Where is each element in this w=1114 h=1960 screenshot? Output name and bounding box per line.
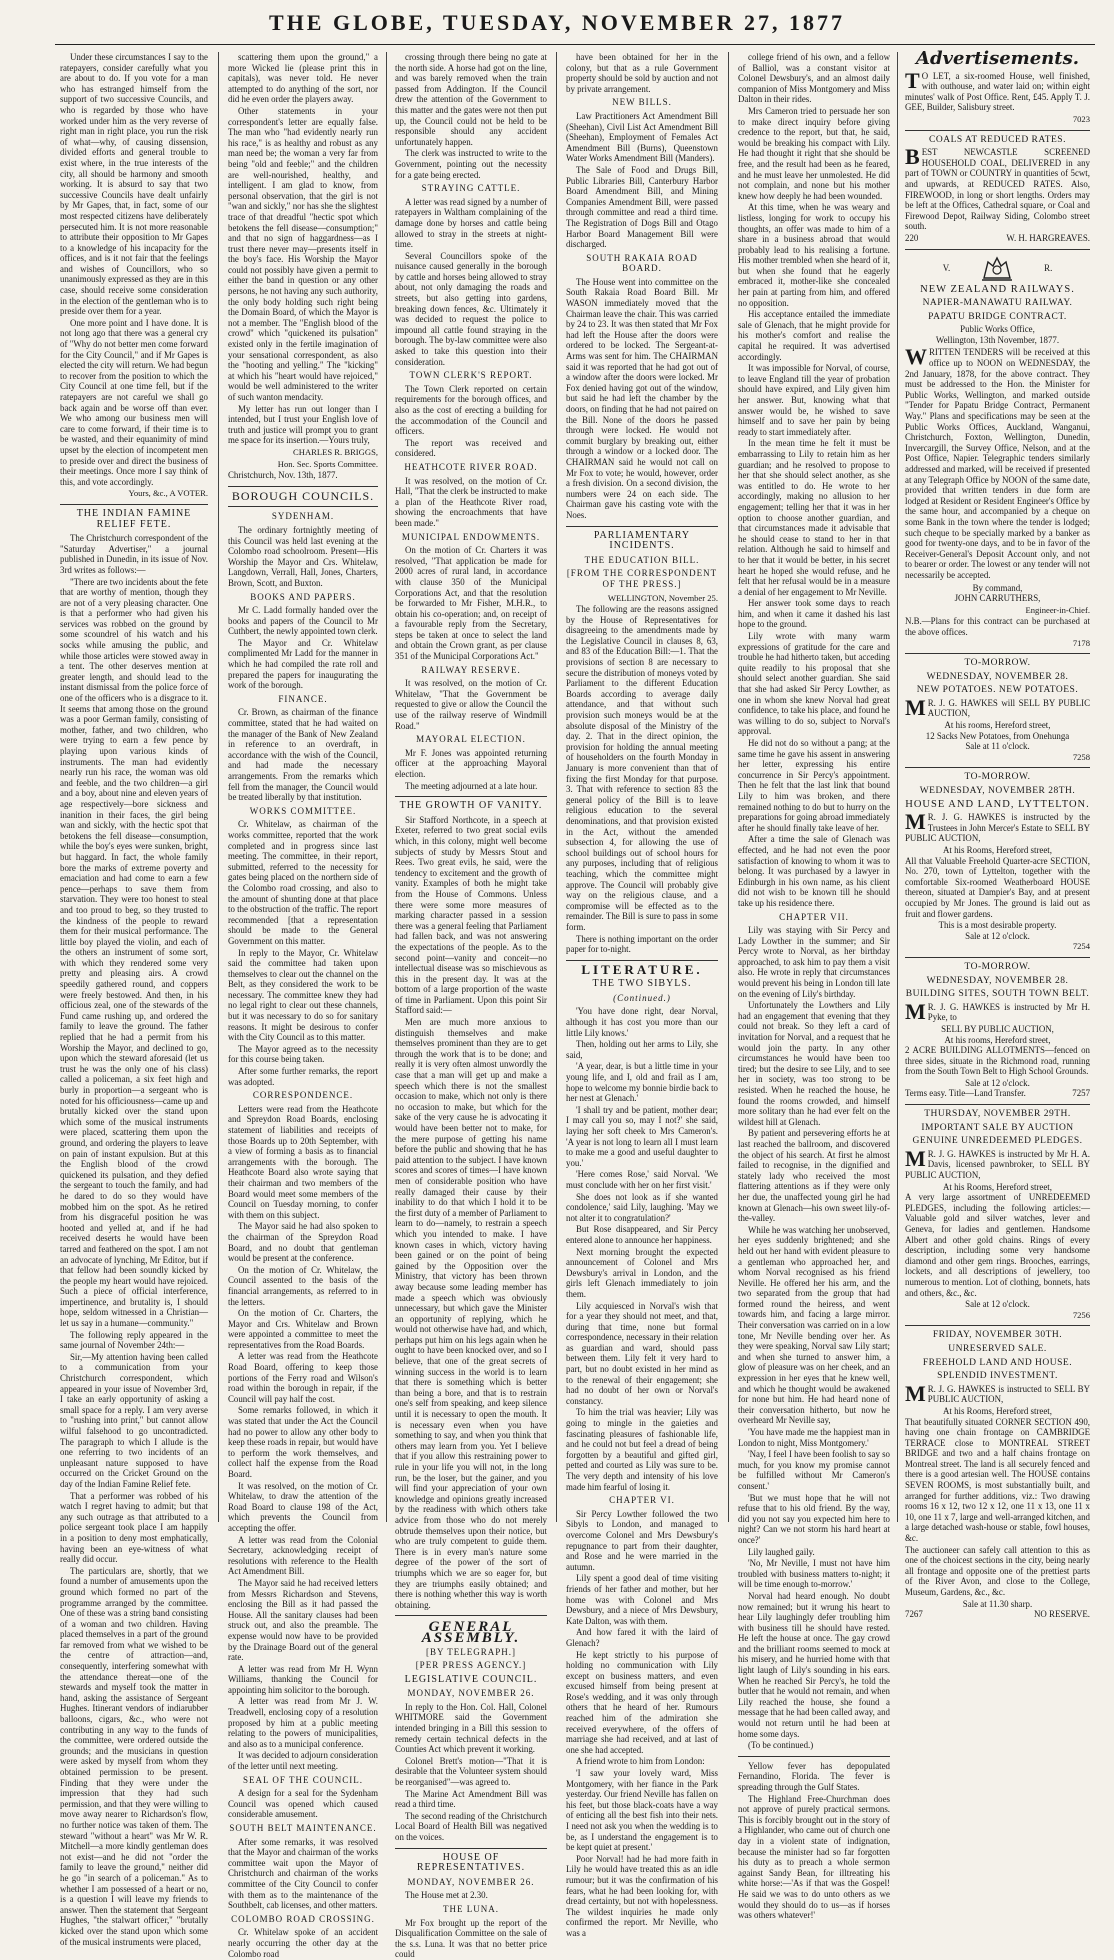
paragraph: He did not do so without a pang; at the same time he gave his assent in answering her letter, expressing his entire concurrence in Sir Percy's appointment. Then he felt that the last link that bound Lily to him was broken, and there remained nothing to do but to hurry on the preparations for going abroad immediately after he should finally take leave of her. bbox=[738, 738, 890, 833]
dropcap: M bbox=[905, 998, 926, 1024]
paragraph: scattering them upon the ground," a more Wicked lie (please print this in capitals), was never told. He never attempted to do anything of the sort, nor did he even order the players away. bbox=[228, 52, 378, 105]
dropcap: W bbox=[905, 344, 927, 370]
ad-heading: IMPORTANT SALE BY AUCTION bbox=[921, 1122, 1074, 1133]
ad-pledges bbox=[905, 1145, 1090, 1321]
subheading: THE EDUCATION BILL. bbox=[584, 554, 700, 565]
ad-subheading: NAPIER-MANAWATU RAILWAY. bbox=[922, 298, 1073, 309]
paragraph: Men are much more anxious to distinguish themselves and make themselves prominent than they are to get through the work that is to be done; and really it is very often almost unwordly the case that a man will get up and make a speech which there is not the smallest occasion to make, which not only is there no occasion to make, but which for the sake of the very cause he is advocating it would have been better not to make, for the mere purpose of getting his name before the public and showing that he has paid attention to the subject. I have known scores and scores of times—I have known men of considerable position who have really damaged their cause by their inability to do that which I hold it to be the first duty of a member of Parliament to learn to do—namely, to restrain a speech which you intended to make. I have known cases in which, victory having been gained or on the point of being gained by the Opposition over the Ministry, that victory has been thrown away because some leading member has made a speech which was obviously unnecessary, but which gave the Minister an opportunity of replying, which he would not otherwise have had, and which, perhaps put him on his legs again when he ought to have been knocked over, and so I believe, that one of the great secrets of winning success in the world is to learn that there is something which is better than being a bore, and that is to restrain one's self from speaking, and keep silence until it is necessary to open the mouth. It is necessary even when you have something to say, and when you think that others may learn from you. Yet I believe that if you allow this restraining power to rule in your life you will not, in the long run, be the loser, but the gainer, and you will find your appreciation of your own knowledge and opinions greatly increased by the readiness with which others take advice from those who do not merely obtrude themselves upon their notice, but who are truly competent to guide them. There is in every man's nature some degree of the power of the sort of triumphs which we are so eager for, but they are triumphs easily obtained; and there is nothing whether this way is worth obtaining. bbox=[395, 1017, 547, 1610]
ad-text: R. J. G. HAWKES is instructed by the Trustees in John Mercer's Estate to SELL BY PUBLIC AUCTION, bbox=[905, 812, 1090, 844]
ad-note: N.B.—Plans for this contract can be purchased at the above offices. bbox=[905, 616, 1090, 637]
ad-to-let bbox=[905, 67, 1090, 125]
paragraph: While he was watching her unobserved, her eyes suddenly brightened; and she held out her hand with evident pleasure to a gentleman who approached her, and whom Norval recognised as his friend Neville. He offered her his arm, and the two separated from the group that had formed round the heiress, and went towards him, and facing a large mirror. Their conversation was carried on in a low tone, Mr Neville bending over her. As they were speaking, Norval saw Lily start; and when she turned to answer him, a glow of pleasure was on her cheek, and an expression in her eyes that he knew well, and which he thought would be awakened for none but him. He had heard none of their conversation hitherto, but now he overheard Mr Neville say, bbox=[738, 1224, 890, 1426]
paragraph: It was resolved, on the motion of Cr. Whitelaw, "That the Government be requested to give or allow the Council the use of the railway reserve of Windmill Road." bbox=[395, 678, 547, 731]
section-rule bbox=[566, 960, 718, 961]
ad-text: All that Valuable Freehold Quarter-acre SECTION, No. 270, town of Lyttelton, together with the comfortable Six-roomed Weatherboard HOUSE thereon, situated at Dampier's Bay, and at present occupied by Mr Jones. The ground is laid out as fruit and flower gardens. bbox=[905, 855, 1090, 919]
ad-footer bbox=[905, 1088, 1090, 1099]
section-rule bbox=[905, 653, 1090, 654]
paragraph: 'You have made me the happiest man in London to night, Miss Montgomery.' bbox=[738, 1427, 890, 1448]
subheading: SOUTH RAKAIA ROAD BOARD. bbox=[586, 252, 698, 274]
paragraph: It was resolved, on the motion of Cr. Whitelaw, to draw the attention of the Road Board to clause 198 of the Act, which prevents the Council from accepting the offer. bbox=[228, 1480, 378, 1533]
paragraph: Colonel Brett's motion—"That it is desirable that the Volunteer system should be reorganised"—was agreed to. bbox=[395, 1755, 547, 1788]
ad-number: 7258 bbox=[1072, 751, 1090, 762]
paragraph: After some remarks, it was resolved that the Mayor and chairman of the works committee wait upon the Mayor of Christchurch and chairman of the works committee of the City Council to confer with them as to the maintenance of the Southbelt, cab licenses, and other matters. bbox=[228, 1836, 378, 1911]
ad-date: WEDNESDAY, NOVEMBER 28. bbox=[926, 975, 1069, 986]
ad-heading: FREEHOLD LAND AND HOUSE. bbox=[922, 1357, 1073, 1368]
subheading: [PER PRESS AGENCY.] bbox=[415, 1660, 527, 1671]
paragraph: Then, holding out her arms to Lily, she said, bbox=[566, 1039, 718, 1060]
date-line: MONDAY, NOVEMBER 26. bbox=[407, 1688, 535, 1699]
paragraph: Lily was staying with Sir Percy and Lady Lowther in the summer; and Sir Percy wrote to Norval, as her birthday approached, to ask him to pay them a visit also. He wrote in reply that circumstances would prevent his being in London till late on the evening of Lily's birthday. bbox=[738, 925, 890, 999]
ad-heading: TO-MORROW. bbox=[964, 961, 1031, 972]
chapter-heading: CHAPTER VII. bbox=[779, 911, 849, 922]
subheading: COLOMBO ROAD CROSSING. bbox=[231, 1913, 375, 1924]
section-rule bbox=[395, 1615, 547, 1616]
ad-line: This is a most desirable property. bbox=[938, 920, 1057, 931]
ad-no-reserve: NO RESERVE. bbox=[1034, 1609, 1090, 1620]
crest-letter-v: V. bbox=[942, 263, 951, 274]
ad-heading: TO-MORROW. bbox=[964, 658, 1031, 669]
section-rule bbox=[60, 504, 208, 505]
paragraph: 'Nay, I feel I have been foolish to say so much, for you know my promise cannot be fulfilled without Mr Cameron's consent.' bbox=[738, 1449, 890, 1491]
paragraph: It was impossible for Norval, of course, to leave England till the year of probation should have expired, and Lily given him her answer. But, knowing what that answer would be, he wished to save himself and to save her pain by being ready to start immediately after. bbox=[738, 363, 890, 437]
paragraph: The Town Clerk reported on certain requirements for the borough offices, and also as the cost of erecting a building for the accommodation of the Council and officers. bbox=[395, 383, 547, 437]
ad-office: Public Works Office, bbox=[960, 324, 1035, 335]
paragraph: His acceptance entailed the immediate sale of Glenach, that he might provide for his mother's comfort and realise the capital he required. It was advertised accordingly. bbox=[738, 309, 890, 362]
crest-letter-r: R. bbox=[1044, 263, 1053, 274]
paragraph: A letter was read from Mr J. W. Treadwell, enclosing copy of a resolution proposed by him at a public meeting relating to the powers of municipalities, and also as to a municipal conference. bbox=[228, 1696, 378, 1749]
section-rule bbox=[395, 1848, 547, 1849]
section-rule bbox=[395, 796, 547, 797]
paragraph: A letter was read from the Colonial Secretary, acknowledging receipt of resolutions with reference to the Health Act Amendment Bill. bbox=[228, 1534, 378, 1577]
coat-of-arms-icon bbox=[980, 256, 1014, 282]
ad-footer bbox=[905, 233, 1090, 244]
paragraph: have been obtained for her in the colony, but that as a rule Government property should be sold by auction and not by private arrangement. bbox=[566, 52, 718, 94]
subheading: MAYORAL ELECTION. bbox=[416, 734, 526, 745]
paragraph: But Rose disappeared, and Sir Percy entered alone to announce her happiness. bbox=[566, 1224, 718, 1245]
ad-subheading: PAPATU BRIDGE CONTRACT. bbox=[928, 311, 1067, 322]
ad-text: R. J. G. HAWKES is instructed to SELL BY PUBLIC AUCTION, bbox=[927, 1383, 1090, 1405]
signature-name: CHARLES R. BRIGGS, bbox=[293, 446, 378, 457]
subheading: STRAYING CATTLE. bbox=[421, 183, 521, 194]
ad-line: At his Rooms, Hereford street, bbox=[943, 845, 1052, 855]
paragraph: (To be continued.) bbox=[748, 1740, 814, 1751]
paragraph: Mrs Cameron tried to persuade her son to make direct inquiry before giving credence to the report, but that, he said, would be breaking his compact with Lily. He had thought it right that she should be free, and the result had been as he feared, and he must leave her unmolested. He did not complain, and none but his mother knew how deeply he had been wounded. bbox=[738, 105, 890, 201]
paragraph: 'A year, dear, is but a little time in your young life, and I, old and frail as I am, hope to welcome my bonnie birdie back to her nest at Glenach.' bbox=[566, 1061, 718, 1104]
ad-text: The auctioneer can safely call attention to this as one of the choicest sections in the city, being nearly all frontage and opposite one of the prettiest parts of the River Avon, and close to the College, Museum, Gardens, &c., &c. bbox=[905, 1544, 1090, 1597]
paragraph: In the mean time he felt it must be embarrassing to Lily to retain him as her guardian; and he resolved to propose to her that she should select another, as she was entitled to do. He wrote to her accordingly, making no allusion to her engagement; telling her that it was in her option to choose another guardian, and that circumstances made it advisable that he should cease to stand to her in that relation. Although he said to himself and to her that it would be better, in his secret heart he hoped she would refuse, and he felt that her refusal would be in a measure a denial of her engagement to Mr Neville. bbox=[738, 438, 890, 597]
subheading: SEAL OF THE COUNCIL. bbox=[242, 1774, 363, 1785]
story-title: THE TWO SIBYLS. bbox=[592, 978, 692, 990]
ad-potatoes bbox=[905, 694, 1090, 763]
ad-signature: W. H. HARGREAVES. bbox=[1006, 232, 1090, 243]
ad-date: Wellington, 13th November, 1877. bbox=[935, 334, 1060, 345]
column-divider bbox=[218, 52, 219, 1522]
continued-note: (Continued.) bbox=[613, 992, 671, 1003]
ad-number: 7257 bbox=[1072, 1088, 1090, 1099]
paragraph: In reply to the Mayor, Cr. Whitelaw said the committee had taken upon themselves to clear out the channel on the Belt, as they considered the work to be necessary. The committee knew they had no legal right to clear out these channels, but it was necessary to do so for sanitary reasons. It might be desirous to confer with the City Council as to this matter. bbox=[228, 947, 378, 1043]
ad-line: Sale at 12 o'clock. bbox=[965, 1077, 1030, 1088]
section-rule bbox=[228, 486, 378, 487]
ad-heading: TO-MORROW. bbox=[964, 772, 1031, 783]
ad-text: EST NEWCASTLE SCREENED HOUSEHOLD COAL, DELIVERED in any part of TOWN or COUNTRY in quantities of 5cwt, and upwards, at REDUCED RATES. Also, FIREWOOD, in long or short lengths. Orders may be left at the Offices, Cathedral square, or Coal and Firewood Depot, Railway Siding, Colombo street south. bbox=[905, 147, 1090, 232]
paragraph: The Marine Act Amendment Bill was read a third time. bbox=[395, 1788, 547, 1810]
paragraph: 'You have done right, dear Norval, although it has cost you more than our little Lily knows.' bbox=[566, 1006, 718, 1038]
paragraph: Her answer took some days to reach him, and when it came it dashed his last hope to the ground. bbox=[738, 598, 890, 630]
ad-number: 7023 bbox=[1072, 113, 1090, 124]
section-heading: LITERATURE. bbox=[581, 961, 703, 977]
paragraph: The second reading of the Christchurch Local Board of Health Bill was negatived on the voices. bbox=[395, 1810, 547, 1842]
subheading: WORKS COMMITTEE. bbox=[249, 805, 357, 816]
ad-line: By command, bbox=[972, 582, 1023, 593]
ad-date: FRIDAY, NOVEMBER 30TH. bbox=[932, 1330, 1063, 1341]
paragraph: The Mayor and Cr. Whitelaw complimented Mr Ladd for the manner in which he had compiled the rate roll and prepared the papers for inaugurating the work of the borough. bbox=[228, 637, 378, 691]
paragraph: In reply to the Hon. Col. Hall, Colonel WHITMORE said the Government intended bringing in a Bill this session to remedy certain technical defects in the Counties Act which prevent it working. bbox=[395, 1701, 547, 1755]
ad-terms: Terms easy. Title—Land Transfer. bbox=[905, 1088, 1026, 1099]
column-divider bbox=[386, 52, 387, 1522]
paragraph: Mr F. Jones was appointed returning officer at the approaching Mayoral election. bbox=[395, 747, 547, 779]
section-heading: GENERAL ASSEMBLY. bbox=[421, 1619, 521, 1646]
dropcap: M bbox=[905, 694, 926, 720]
ad-text: RITTEN TENDERS will be received at this office up to NOON on WEDNESDAY, the 2nd January, 1878, for the above contract. They must be addressed to the Hon. the Minister for Public Works, Wellington, and marked outside "Tender for Papatu Bridge Contract, Permanent Way." Plans and specifications may be seen at the Public Works Offices, Auckland, Wanganui, Christchurch, Foxton, Wellington, Dunedin, Invercargill, the Survey Office, Nelson, and at the Post Office, Napier. Telegraphic tenders similarly addressed and marked, will be received if presented at any Telegraph Office by NOON of the same date, provided that written tenders in due form are lodged at Resident or Resident Engineer's Office by the same hour, and accompanied by a cheque on some Bank in the town where the tender is lodged; such cheque to be specially marked by a banker as good for twenty-one days, and to be in favor of the Receiver-General's Deposit Account only, and not to bearer or order. The lowest or any tender will not necessarily be accepted. bbox=[905, 347, 1090, 580]
ad-text: R. J. G. HAWKES is instructed by Mr H. Pyke, to bbox=[927, 1001, 1090, 1023]
subheading: CORRESPONDENCE. bbox=[252, 1090, 354, 1101]
paragraph: Poor Norval! had he had more faith in Lily he would have treated this as an idle rumour; but it was the confirmation of his fears, what he had been looking for, with dread certainty, but not with hopelessness. The wildest inquiries he made only confirmed the report. Mr Neville, who was a bbox=[566, 1853, 718, 1938]
byline: [FROM THE CORRESPONDENT OF THE PRESS.] bbox=[566, 568, 718, 589]
section-rule bbox=[905, 249, 1090, 250]
advertisements-title: Advertisements. bbox=[916, 48, 1079, 69]
section-rule bbox=[905, 1325, 1090, 1326]
paragraph: A letter was read from the Heathcote Road Board, offering to keep those portions of the Ferry road and Wilson's road within the borough in repair, if the Council will pay half the cost. bbox=[228, 1351, 378, 1404]
column-1 bbox=[60, 52, 208, 1947]
paragraph: The Mayor said he had also spoken to the chairman of the Spreydon Road Board, and no doubt that gentleman would be present at the conference. bbox=[228, 1221, 378, 1264]
ad-line: 12 Sacks New Potatoes, from Onehunga bbox=[925, 730, 1070, 741]
paragraph: A letter was read signed by a number of ratepayers in Waltham complaining of the damage done by horses and cattle being allowed to stray in the streets at night-time. bbox=[395, 196, 547, 250]
section-rule bbox=[905, 1104, 1090, 1105]
section-heading: THE GROWTH OF VANITY. bbox=[399, 800, 543, 812]
dropcap: M bbox=[905, 1145, 926, 1171]
paragraph: On the motion of Cr. Charters, the Mayor and Crs. Whitelaw and Brown were appointed a committee to meet the representatives from the Road Boards. bbox=[228, 1308, 378, 1350]
dateline: WELLINGTON, November 25. bbox=[607, 592, 718, 603]
ad-line: Sale at 11 o'clock. bbox=[965, 741, 1030, 752]
paragraph: The Mayor agreed as to the necessity for this course being taken. bbox=[228, 1043, 378, 1065]
ad-text: O LET, a six-roomed House, well finished, with outhouse, and water laid on; within eight minutes' walk of Post Office. Rent, £45. Apply T. J. GEE, Builder, Salisbury street. bbox=[905, 70, 1090, 113]
voter-letter bbox=[60, 52, 208, 499]
paragraph: Lily laughed gaily. bbox=[748, 1546, 815, 1557]
paragraph: "There are two incidents about the fete that are worthy of mention, though they are not of a very pleasing character. One is that a performer who had given his services was robbed on the ground by some scoundrel of his watch and his socks while amusing the public, and while those articles were stowed away in a tent. The other deserves mention at greater length, and should lead to the instant dismissal from the police force of one of the officers who is a disgrace to it. It seems that among those on the ground was a poor German family, consisting of mother, father, and two children, who were trying to earn a few pence by playing upon various kinds of instruments. The man had evidently nearly run his race, the woman was old and feeble, and the two children—a girl and a boy, about nine and eleven years of age respectively—bore sickness and inanition in their faces, the girl being wan and sickly, with the hectic spot that betokens the fell disease—consumption, while the boy's eyes were sunken, bright, but haggard. In fact, the whole family bore the marks of extreme poverty and emaciation and had come to earn a few pence—perhaps to save them from starvation. They were too honest to steal and too proud to beg, so they trusted to the kindness of the people to reward them for their musical performance. The little boy played the violin, and each of the others an instrument of some sort, with which they rendered some very pretty and pleasing airs. A crowd speedily gathered round, and coppers were freely bestowed. And then, in his officious zeal, one of the stewards of the Fund came rushing up, and ordered the family to leave the ground. The father replied that he had a permit from his Worship the Mayor, and declined to go, upon which the steward aforesaid (let us trust he was the only one of his class) called a policeman, a six feet high and burly in proportion—a sergeant who is noted for his officiousness—came up and brutally kicked over the stand upon which some of the musical instruments were placed, scattering them upon the ground, and ordering the players to leave on pain of instant expulsion. But at this the English blood of the crowd quickened its pulsation, and they defied the sergeant to touch the family, and had he dared to do so they would have mobbed him on the spot. As he retired from his disgraceful position he was hooted and yelled at, and if he had received deserts he would have been tarred and feathered on the spot. I am not an advocate of lynching, Mr Editor, but if that fellow had been soundly kicked by the people my heart would have rejoiced. Such a piece of official interference, impertinence, and brutality is, I should hope, seldom witnessed in a Christian—let us say in a humane—community." bbox=[60, 576, 208, 1329]
paragraph: The following are the reasons assigned by the House of Representatives for disagreeing to the amendments made by the Legislative Council in clauses 8, 63, and 83 of the Education Bill:—1. That the provisions of section 8 are necessary to secure the distribution of moneys voted by Parliament to the different Education Boards according to average daily attendance, and that without such provision such moneys would be at the absolute disposal of the Ministry of the day. 2. That in the direct opinion, the provision for holding the annual meeting of householders on the fourth Monday in January is more convenient than that of fixing the first Monday for that purpose. 3. That with reference to section 83 the general policy of the Bill is to leave religious education to the several denominations, and that provision existed in the Act, without the amended subsection 4, for allowing the use of school buildings out of school hours for any purposes, including that of religious teaching, which the committee might approve. The Council will probably give way on the religious clause, and a compromise will be effected as to the remainder. The Bill is sure to pass in some form. bbox=[566, 604, 718, 932]
signature-date: Christchurch, Nov. 13th, 1877. bbox=[228, 470, 338, 481]
ad-heading: HOUSE AND LAND, LYTTELTON. bbox=[905, 798, 1090, 810]
column-6-advertisements bbox=[905, 48, 1090, 1620]
paragraph: 'Here comes Rose,' said Norval. 'We must conclude with her on her first visit.' bbox=[566, 1169, 718, 1190]
paragraph: The House met at 2.30. bbox=[405, 1890, 488, 1901]
paragraph: The ordinary fortnightly meeting of this Council was held last evening at the Colombo road schoolroom. Present—His Worship the Mayor and Crs. Whitelaw, Langdown, Verrall, Hall, Jones, Charters, Brown, Scott, and Buxton. bbox=[228, 524, 378, 588]
paragraph: It was resolved, on the motion of Cr. Hall, "That the clerk be instructed to make a plan of the Heathcote River road, showing the encroachments that have been made." bbox=[395, 475, 547, 528]
section-rule bbox=[738, 1756, 890, 1757]
paragraph: Sir Stafford Northcote, in a speech at Exeter, referred to two great social evils which, in this colony, might well become subjects of study by Messrs Stout and Rees. Two great evils, he said, were the tendency to excitement and the growth of vanity. Examples of both he might take from the House of Commons. Unless there were some more measures of marking character passed in a session there was a general feeling that Parliament had fallen back, and was not answering the expectations of the people. As to the second point—vanity and conceit—no intellectual disease was so mischievous as this in the present day. It was at the bottom of a large proportion of the waste of time in Parliament. Upon this point Sir Stafford said:— bbox=[395, 814, 547, 1016]
ad-footer bbox=[905, 1609, 1090, 1620]
masthead-title: THE GLOBE, TUESDAY, NOVEMBER 27, 1877 bbox=[269, 10, 845, 35]
paragraph: The Highland Free-Churchman does not approve of purely practical sermons. This is forcibly brought out in the story of a Highlander, who came out of church one day in a violent state of indignation, because the minister had so far forgotten his duty as to preach a whole sermon against Sandy Bean, for illtreating his white horse:—'As if that was the Gospel! He said we was to do unto others as we would they should do to us—as if horses was others whatever!' bbox=[738, 1793, 890, 1921]
paragraph: After some further remarks, the report was adopted. bbox=[228, 1066, 378, 1087]
section-heading: LEGISLATIVE COUNCIL. bbox=[404, 1673, 538, 1685]
signature-name: A VOTER. bbox=[169, 488, 208, 499]
subheading: HEATHCOTE RIVER ROAD. bbox=[404, 461, 538, 472]
ad-line: Sale at 12 o'clock. bbox=[965, 930, 1030, 941]
ad-coal bbox=[905, 144, 1090, 243]
paragraph: Letters were read from the Heathcote and Spreydon Road Boards, enclosing statement of liabilities and receipts of those Boards up to 20th September, with a view of forming a basis as to financial arrangements with the borough. The Heathcote Board also wrote saying that their chairman and two members of the Board would meet some members of the Council on Tuesday morning, to confer with them on this subject. bbox=[228, 1103, 378, 1220]
paragraph: The Mayor said he had received letters from Messrs Richardson and Stevens, enclosing the Bill as it had passed the House. All the sanitary clauses had been struck out, and also the preamble. The expense would now have to be provided by the Drainage Board out of the general rate. bbox=[228, 1577, 378, 1663]
paragraph: Some remarks followed, in which it was stated that under the Act the Council had no power to allow any other body to keep these roads in repair, but would have to perform the work themselves, and collect half the expense from the Road Board. bbox=[228, 1405, 378, 1479]
paragraph: Mr C. Ladd formally handed over the books and papers of the Council to Mr Cuthbert, the newly appointed town clerk. bbox=[228, 605, 378, 637]
ad-line: At his rooms, Hereford street, bbox=[944, 1034, 1051, 1045]
ad-text: R. J. G. HAWKES will SELL BY PUBLIC AUCTION, bbox=[927, 697, 1090, 719]
section-heading: THE INDIAN FAMINE RELIEF FETE. bbox=[76, 507, 192, 530]
paragraph: Sir,—My attention having been called to a communication from your Christchurch correspondent, which appeared in your issue of November 3rd, I take an early opportunity of asking a small space for a reply. I am very averse to "rushing into print," but cannot allow wilful falsehood to go uncontradicted. The paragraph to which I allude is the one referring to two incidents of an unpleasant nature supposed to have occurred on the Cricket Ground on the day of the Indian Famine Relief fete. bbox=[60, 1351, 208, 1489]
ad-heading: NEW ZEALAND RAILWAYS. bbox=[920, 283, 1075, 295]
paragraph: She does not look as if she wanted condolence,' said Lily, laughing. 'May we not alter it to congratulation?' bbox=[566, 1191, 718, 1223]
ad-number: 7256 bbox=[1072, 1309, 1090, 1320]
section-rule bbox=[905, 130, 1090, 131]
paragraph: A design for a seal for the Sydenham Council was opened which caused considerable amusement. bbox=[228, 1788, 378, 1820]
masthead-rule bbox=[55, 44, 1095, 45]
subheading: BOOKS AND PAPERS. bbox=[250, 591, 356, 602]
paragraph: crossing through there being no gate at the north side. A horse had got on the line, and was barely removed when the train passed from Addington. If the Council drew the attention of the Government to this matter and the gates were not then put up, the Council could not be held to be responsible should any accident unfortunately happen. bbox=[395, 52, 547, 147]
ad-date: THURSDAY, NOVEMBER 29TH. bbox=[924, 1109, 1071, 1120]
paragraph: The Christchurch correspondent of the "Saturday Advertiser," a journal published in Dunedin, in its issue of Nov. 3rd writes as follows:— bbox=[60, 533, 208, 575]
ad-number: 220 bbox=[905, 232, 919, 243]
paragraph: Mr Fox brought up the report of the Disqualification Committee on the sale of the s.s. Luna. It was that no better price could bbox=[395, 1917, 547, 1960]
section-rule bbox=[905, 767, 1090, 768]
column-divider bbox=[728, 52, 729, 1522]
subheading: RAILWAY RESERVE. bbox=[421, 664, 521, 675]
section-heading: HOUSE OF REPRESENTATIVES. bbox=[416, 1851, 526, 1874]
section-heading: PARLIAMENTARY INCIDENTS. bbox=[593, 529, 691, 552]
ad-tender bbox=[905, 344, 1090, 580]
paragraph: By patient and persevering efforts he at last reached the ballroom, and discovered the object of his search. At first he almost failed to recognise, in the dignified and stately lady who received the most flattering attentions as if they were only her due, the unaffected young girl he had known at Glenach—his own sweet lily-of-the-valley. bbox=[738, 1128, 890, 1224]
paragraph: 'I saw your lovely ward, Miss Montgomery, with her fiance in the Park yesterday. Our friend Neville has fallen on his feet, but those black-coats have a way of enticing all the best fish into their nets. I need not ask you when the wedding is to be, as I understand the engagement is to be kept quiet at present.' bbox=[566, 1768, 718, 1853]
paragraph: The House went into committee on the South Rakaia Road Board Bill. Mr WASON immediately moved that the Chairman leave the chair. This was carried by 24 to 23. It was then stated that Mr Fox had left the House after the doors were ordered to be locked. The Sergeant-at-Arms was sent for him. The CHAIRMAN said it was reported that he had got out of a window after the doors were locked. Mr Fox denied having got out of the window, but said he had left the chamber by the doors, on finding that he had not paired on the Bill. None of the doors he passed through were locked. He would not commit burglary by breaking out, either through a window or a locked door. The CHAIRMAN said he would not call on Mr Fox to vote; he would, however, order a fresh division. On a second division, the numbers were 24 on each side. The Chairman gave his casting vote with the Noes. bbox=[566, 276, 718, 520]
subheading: NEW BILLS. bbox=[612, 97, 672, 108]
section-rule bbox=[228, 506, 378, 507]
ad-signature: JOHN CARRUTHERS, bbox=[954, 593, 1041, 604]
paragraph: The clerk was instructed to write to the Government, pointing out the necessity for a gate being erected. bbox=[395, 148, 547, 180]
paragraph: Other statements in your correspondent's letter are equally false. The man who "had evidently nearly run his race," is as healthy and robust as any man need be; the woman a very far from being "old and feeble;" and the children are well-nourished, healthy, and intelligent. I am glad to know, from personal observation, that the girl is not "wan and sickly," nor has she the slightest trace of that dreadful "hectic spot which betokens the fell disease—consumption;" and that no sign of haggardness—as I trust there never may—presents itself in the boy's face. His Worship the Mayor could not possibly have given a permit to either the band in question or any other persons, he not having any such authority, the only body holding such right being the Domain Board, of which the Mayor is not a member. The "English blood of the crowd" which "quickened its pulsation" existed only in the fertile imagination of your sensational correspondent, as also the "hooting and yelling." The "kicking" at which his "heart would have rejoiced," would be well administered to the writer of such wanton mendacity. bbox=[228, 105, 378, 402]
paragraph: The following reply appeared in the same journal of November 24th:— bbox=[60, 1329, 208, 1351]
dropcap: M bbox=[905, 1380, 926, 1406]
ad-heading: UNRESERVED SALE. bbox=[948, 1343, 1047, 1354]
section-rule bbox=[905, 957, 1090, 958]
ad-heading: COALS AT REDUCED RATES. bbox=[929, 134, 1066, 145]
ad-number: 7254 bbox=[1072, 941, 1090, 952]
masthead bbox=[0, 0, 1114, 44]
paragraph: One more point and I have done. It is not long ago that there was a general cry of "Why do not better men come forward for the City Council," and if Mr Gapes is elected the city will return. We had begun to recover from the position to which the City Council at one time fell, but if the ratepayers are not careful we shall go back again and be worse off than ever. We who among our business men will care to come forward, if their time is to be wasted, and their equanimity of mind upset by the election of incompetent men to preside over and direct the business of their meetings. Once more I say think of this, and vote accordingly. bbox=[60, 317, 208, 487]
column-5 bbox=[738, 52, 890, 1921]
royal-crest bbox=[905, 256, 1090, 282]
dropcap: M bbox=[905, 809, 926, 835]
paragraph: Under these circumstances I say to the ratepayers, consider carefully what you are about to do. If you vote for a man who has estranged himself from the support of two successive Councils, and who is regarded by those who have worked under him as the very reverse of right man in right place, you run the risk of what—why, of causing dissension, divided efforts and general trouble to exist where, in the true interests of the city, all should be harmony and smooth working. It is absurd to say that two successive Councils have dealt unfairly by Mr Gapes, that, in fact, some of our most respected citizens have deliberately persecuted him. It is not more reasonable to attribute their opposition to Mr Gapes to a knowledge of his incapacity for the offices, and is it not fair that the feelings and wishes of Councillors, who so unanimously expressed as they are in this case, should receive some consideration in the election of the gentleman who is to preside over them for a year. bbox=[60, 52, 208, 317]
paragraph: A letter was read from Mr H. Wynn Williams, thanking the Council for appointing him solicitor to the borough. bbox=[228, 1663, 378, 1695]
ad-line: At his Rooms, Hereford street, bbox=[943, 1405, 1052, 1416]
column-4 bbox=[566, 52, 718, 1938]
ad-line: Sale at 11.30 sharp. bbox=[962, 1598, 1033, 1609]
ad-text: That beautifully situated CORNER SECTION 490, having one chain frontage on CAMBRIDGE TERRACE close to MONTREAL STREET BRIDGE and two and a half chains frontage on Montreal street. The land is all securely fenced and there is a good artesian well. The HOUSE contains SEVEN ROOMS, is most substantially built, and arranged for further additions, viz.: Two drawing rooms 16 x 12, two 12 x 12, one 11 x 13, one 11 x 10, one 11 x 7, large and well-arranged kitchen, and a large detached wash-house or stable, fowl houses, &c. bbox=[905, 1416, 1090, 1544]
paragraph: 'I shall try and be patient, mother dear; I may call you so, may I not?' she said, laying her soft cheek to Mrs Cameron's. 'A year is not long to learn all I must learn to make me a good and useful daughter to you.' bbox=[566, 1104, 718, 1168]
subheading: SOUTH BELT MAINTENANCE. bbox=[229, 1823, 377, 1833]
paragraph: A friend wrote to him from London: bbox=[576, 1756, 705, 1767]
paragraph: 'No, Mr Neville, I must not have him troubled with business matters to-night; it will be time enough to-morrow.' bbox=[738, 1558, 890, 1590]
paragraph: Cr. Brown, as chairman of the finance committee, stated that he had waited on the manager of the Bank of New Zealand in reference to an overdraft, in accordance with the wish of the Council, and had made the necessary arrangements. From the remarks which fell from the manager, the Council would be treated liberally by that institution. bbox=[228, 707, 378, 803]
paragraph: college friend of his own, and a fellow of Balliol, was a constant visitor at Colonel Dewsbury's, and an almost daily companion of Miss Montgomery and Miss Dalton in their rides. bbox=[738, 52, 890, 105]
subheading: FINANCE. bbox=[278, 693, 328, 704]
ad-line: SELL BY PUBLIC AUCTION, bbox=[941, 1023, 1054, 1034]
ad-house-lyttelton bbox=[905, 809, 1090, 952]
ad-number: 7178 bbox=[1072, 637, 1090, 648]
ad-line: Sale at 12 o'clock. bbox=[965, 1299, 1030, 1310]
paragraph: Unfortunately the Lowthers and Lily had an engagement that evening that they could not break. So they left a card of invitation for Norval, and a request that he would join the party. In any other circumstances he would have been too tired; but the desire to see Lily, and to see her in society, was too strong to be resisted. When he reached the house, he found the rooms crowded, and himself more solitary than he had ever felt on the wildest hill at Glenach. bbox=[738, 1000, 890, 1127]
subheading: SYDENHAM. bbox=[271, 511, 335, 522]
ad-line: At his Rooms, Hereford street, bbox=[943, 1181, 1052, 1192]
paragraph: Law Practitioners Act Amendment Bill (Sheehan), Civil List Act Amendment Bill (Sheehan), Employment of Females Act Amendment Bill (Burns), Queenstown Water Works Amendment Bill (Manders). bbox=[566, 110, 718, 164]
column-divider bbox=[897, 52, 898, 1522]
section-rule bbox=[566, 526, 718, 527]
ad-signature-title: Engineer-in-Chief. bbox=[1025, 604, 1090, 615]
paragraph: Cr. Whitelaw, as chairman of the works committee, reported that the work completed and in progress since last meeting. The committee, in their report, submitted, referred to the necessity for gates being placed on the northern side of the Colombo road crossing, and also to the amount of shunting done at that place to the obstruction of the traffic. The report recommended [that a representation should be made to the General Government on this matter. bbox=[228, 819, 379, 946]
signature-greeting: Yours, &c., bbox=[128, 488, 168, 499]
paragraph: He kept strictly to his purpose of holding no communication with Lily except on business matters, and even excused himself from being present at Rose's wedding, and it was only through others that he heard of her. Rumours reached him of the admiration she received everywhere, of the offers of marriage she had received, and at last of one she had accepted. bbox=[566, 1649, 718, 1755]
subheading: [BY TELEGRAPH.] bbox=[426, 1646, 516, 1657]
paragraph: To him the trial was heavier; Lily was going to mingle in the gaieties and fascinating pleasures of fashionable life, and he could not but feel a dread of being forgotten by a beautiful and gifted girl, petted and courted as Lily was sure to be. The very depth and intensity of his love made him fearful of losing it. bbox=[566, 1407, 718, 1492]
paragraph: The Sale of Food and Drugs Bill, Public Libraries Bill, Canterbury Harbor Board Amendment Bill, and Mining Companies Amendment Bill, were passed through committee and read a third time. The Registration of Dogs Bill and Otago Harbor Board Management Bill were discharged. bbox=[566, 164, 718, 250]
paragraph: There is nothing important on the order paper for to-night. bbox=[566, 933, 718, 955]
paragraph: On the motion of Cr. Whitelaw, the Council assented to the basis of the financial arrangements, as referred to in the letters. bbox=[228, 1264, 378, 1307]
paragraph: After a time the sale of Glenach was effected, and he had not even the poor satisfaction of knowing to whom it was to belong. It was purchased by a lawyer in Edinburgh in his own name, as his client did not wish to be known till he should take up his residence there. bbox=[738, 834, 890, 908]
column-2 bbox=[228, 52, 379, 1959]
subheading: TOWN CLERK'S REPORT. bbox=[409, 370, 533, 381]
paragraph: 'But we must hope that he will not refuse that to his old friend. By the way, did you not say you expected him here to night? Can we not storm his hard heart at once?' bbox=[738, 1492, 890, 1545]
paragraph: The particulars are, shortly, that we found a number of amusements upon the ground which formed no part of the programme arranged by the committee. One of these was a string band consisting of a woman and two children. Having placed themselves in a part of the ground far removed from what we wished to be the centre of attraction—and, consequently, interfering somewhat with the attendance thereat—one of the stewards and myself took the matter in hand, asking the assistance of Sergeant Hughes. Itinerant vendors of indiarubber balloons, cigars, &c., who were not contributing in any way to the funds of the committee, were ordered outside the grounds; and the musicians in question were asked by myself from whom they obtained permission to be present. Finding that they were under the impression that they had such permission, and that they were willing to move away nearer to Richardson's flow, no further notice was taken of them. The steward "without a heart" was Mr W. R. Mitchell—a more kindly gentleman does not exist—and he did not "order the family to leave the ground," neither did he go "in search of a policeman." As to whether I am possessed of a heart or no, is a question I will leave my friends to answer. Then the statement that Sergeant Hughes, "the stalwart officer," "brutally kicked over the stand upon which some of the musical instruments were placed, bbox=[60, 1565, 208, 1947]
dropcap: T bbox=[905, 67, 920, 93]
paragraph: Sir Percy Lowther followed the two Sibyls to London, and managed to overcome Colonel and Mrs Dewsbury's repugnance to part from their daughter, and Rose and he were married in the autumn. bbox=[566, 1508, 718, 1572]
paragraph: That a performer was robbed of his watch I regret having to admit; but that any such outrage as that attributed to a police sergeant took place I am happily in a position to deny most emphatically, having been an eye-witness of what really did occur. bbox=[60, 1490, 208, 1565]
ad-number: 7267 bbox=[905, 1609, 923, 1620]
ad-text: A very large assortment of UNREDEEMED PLEDGES, including the following articles:—Valuable gold and silver watches, lever and Geneva, for ladies and gentlemen. Handsome Albert and other gold chains. Rings of every description, including some very handsome diamond and other gem rings. Brooches, earrings, lockets, and all descriptions of jewellery, too numerous to mention. Lot of clothing, bonnets, hats and others, &c., &c. bbox=[905, 1192, 1090, 1298]
paragraph: Lily acquiesced in Norval's wish that for a year they should not meet, and that, during that time, none but formal correspondence, necessary in their relation as guardian and ward, should pass between them. Lily felt it very hard to part, but no doubt existed in her mind as to the renewal of their engagement; she had no doubt of her own or Norval's constancy. bbox=[566, 1300, 718, 1406]
ad-date: WEDNESDAY, NOVEMBER 28TH. bbox=[919, 786, 1076, 797]
ad-date: WEDNESDAY, NOVEMBER 28. bbox=[926, 671, 1069, 682]
ad-heading: NEW POTATOES. NEW POTATOES. bbox=[916, 685, 1079, 696]
paragraph: Next morning brought the expected announcement of Colonel and Mrs Dewsbury's arrival in London, and the girls left Glenach immediately to join them. bbox=[566, 1246, 718, 1299]
paragraph: Lily wrote with many warm expressions of gratitude for the care and trouble he had hitherto taken, but acceding quite readily to his proposal that she should select another guardian. She said that she had asked Sir Percy Lowther, as one in whom she knew Norval had great confidence, to take his place, and found he was willing to do so, subject to Norval's approval. bbox=[738, 631, 890, 737]
paragraph: Norval had heard enough. No doubt now remained; but it wrung his heart to hear Lily laughingly defer troubling him with business till he should have rested. He left the house at once. The gay crowd and the brilliant rooms seemed to mock at his misery, and he hurried home with that light laugh of Lily's sounding in his ears. When he reached Sir Percy's, he told the butler that he would not remain, and when Lily reached the house, she found a message that he had been called away, and would not return until he had been at home some days. bbox=[738, 1590, 890, 1739]
paragraph: It was decided to adjourn consideration of the letter until next meeting. bbox=[228, 1750, 378, 1772]
paragraph: The report was received and considered. bbox=[395, 437, 547, 459]
section-heading: BOROUGH COUNCILS. bbox=[231, 488, 375, 503]
date-line: MONDAY, NOVEMBER 26. bbox=[407, 1876, 535, 1887]
column-divider bbox=[556, 52, 557, 1522]
paragraph: Several Councillors spoke of the nuisance caused generally in the borough by cattle and horses being allowed to stray about, not only damaging the roads and streets, but also getting into gardens, breaking down fences, &c. Ultimately it was decided to request the police to impound all cattle found straying in the borough. The by-law committee were also asked to take this question into their consideration. bbox=[395, 250, 547, 367]
paragraph: Lily spent a good deal of time visiting friends of her father and mother, but her home was with Colonel and Mrs Dewsbury, and a niece of Mrs Dewsbury, Kate Dalton, was with them. bbox=[566, 1573, 718, 1626]
signature-title: Hon. Sec. Sports Committee. bbox=[277, 458, 378, 469]
ad-text: R. J. G. HAWKES is instructed by Mr H. A. Davis, licensed pawnbroker, to SELL BY PUBLIC AUCTION, bbox=[905, 1148, 1090, 1181]
paragraph: On the motion of Cr. Charters it was resolved, "That application be made for 2000 acres of rural land, in accordance with clause 350 of the Municipal Corporations Act, and that the resolution be forwarded to Mr Fisher, M.H.R., to obtain his co-operation; and, on receipt of a favourable reply from the Secretary, steps be taken at once to select the land and obtain the Crown grant, as per clause 351 of the Municipal Corporations Act." bbox=[395, 545, 547, 662]
ad-investment bbox=[905, 1380, 1090, 1620]
ad-building-sites bbox=[905, 998, 1090, 1099]
ad-heading: SPLENDID INVESTMENT. bbox=[937, 1371, 1058, 1382]
ad-line: At his rooms, Hereford street, bbox=[944, 720, 1051, 731]
paragraph: Yellow fever has depopulated Fernandino, Florida. The fever is spreading through the Gulf States. bbox=[738, 1760, 890, 1792]
chapter-heading: CHAPTER VI. bbox=[609, 1495, 675, 1506]
dropcap: B bbox=[905, 144, 920, 170]
paragraph: The meeting adjourned at a late hour. bbox=[405, 780, 538, 791]
paragraph: And how fared it with the laird of Glenach? bbox=[566, 1627, 718, 1648]
paragraph: Cr. Whitelaw spoke of an accident nearly occurring the other day at the Colombo road bbox=[228, 1927, 378, 1959]
subheading: MUNICIPAL ENDOWMENTS. bbox=[401, 531, 541, 542]
ad-heading: GENUINE UNREDEEMED PLEDGES. bbox=[912, 1136, 1083, 1147]
signature bbox=[60, 488, 208, 499]
ad-text: 2 ACRE BUILDING ALLOTMENTS—fenced on three sides, situate in the Richmond road, running from the South Town Belt to High School Grounds. bbox=[905, 1045, 1090, 1077]
paragraph: My letter has run out longer than I intended, but I trust your English love of truth and justice will prompt you to grant me space for its insertion.—Yours truly, bbox=[228, 403, 378, 446]
paragraph: At this time, when he was weary and listless, longing for work to occupy his thoughts, an offer was made to him of a share in a business abroad that would probably lead to his realising a fortune. His mother trembled when she heard of it, but when she found that he eagerly embraced it, mother-like she concealed her pain at parting from him, and offered no opposition. bbox=[738, 202, 890, 308]
ad-heading: BUILDING SITES, SOUTH TOWN BELT. bbox=[905, 989, 1090, 1000]
column-3 bbox=[395, 52, 547, 1960]
subheading: THE LUNA. bbox=[443, 1903, 499, 1914]
